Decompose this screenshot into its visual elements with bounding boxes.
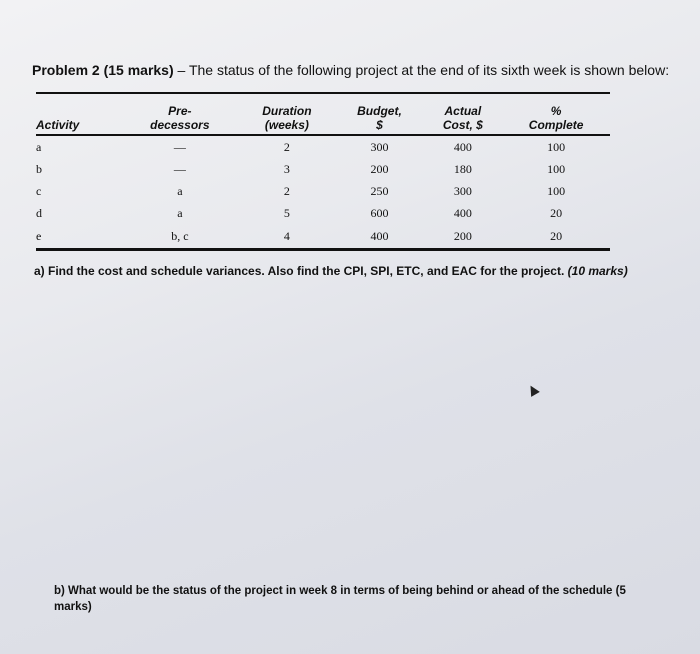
table-row	[36, 202, 610, 224]
table-cell: 250	[370, 183, 389, 198]
table-cell: b, c	[121, 224, 238, 250]
col-activity: Activity	[36, 104, 121, 135]
table-cell: c	[36, 183, 42, 198]
table-cell: 200	[423, 224, 502, 250]
table-cell: —	[173, 161, 186, 176]
table-row	[36, 135, 610, 158]
table-cell: 300	[370, 139, 389, 154]
table-cell: 100	[547, 139, 566, 154]
table-cell: 200	[370, 161, 389, 176]
table-cell: 300	[453, 183, 472, 198]
table-cell: 400	[335, 224, 423, 250]
table-cell: 20	[502, 224, 610, 250]
table-cell: 400	[453, 139, 472, 154]
table-cell: e	[36, 224, 121, 250]
table-cell: 2	[283, 183, 290, 198]
problem-label: Problem 2 (15 marks)	[32, 62, 174, 78]
question-a: a) Find the cost and schedule variances. Also find the CPI, SPI, ETC, and EAC for the project. (10 marks)	[34, 264, 628, 278]
table-row	[36, 224, 610, 250]
problem-title	[32, 62, 669, 78]
col-duration: Duration (weeks)	[238, 104, 335, 135]
table-row	[36, 180, 610, 202]
table-cell: a	[36, 139, 42, 154]
table-cell: 4	[238, 224, 335, 250]
table-cell: a	[177, 205, 183, 220]
table-cell: 5	[283, 205, 290, 220]
table-cell: 100	[547, 161, 566, 176]
col-budget: Budget, $	[335, 104, 423, 135]
table-cell: a	[177, 183, 183, 198]
header-row	[36, 104, 610, 135]
question-b: b) What would be the status of the project in week 8 in terms of being behind or ahead of the schedule (5 marks)	[54, 585, 626, 613]
table-cell: 3	[283, 161, 290, 176]
col-actual-cost: Actual Cost, $	[423, 104, 502, 135]
col-predecessors: Pre- decessors	[121, 104, 238, 135]
table-cell: 2	[283, 139, 290, 154]
table-cell: 100	[547, 183, 566, 198]
col-complete: % Complete	[502, 104, 610, 135]
table-cell: b	[36, 161, 42, 176]
mouse-cursor-icon	[526, 383, 540, 397]
project-status-table	[36, 92, 610, 251]
table-cell: 600	[370, 205, 389, 220]
problem-description: – The status of the following project at the end of its sixth week is shown below:	[173, 62, 670, 78]
table-cell: 20	[550, 205, 563, 220]
table-cell: 180	[453, 161, 472, 176]
table-row	[36, 158, 610, 180]
table-cell: —	[173, 139, 186, 154]
table-cell: 400	[453, 205, 472, 220]
table-cell: d	[36, 205, 42, 220]
